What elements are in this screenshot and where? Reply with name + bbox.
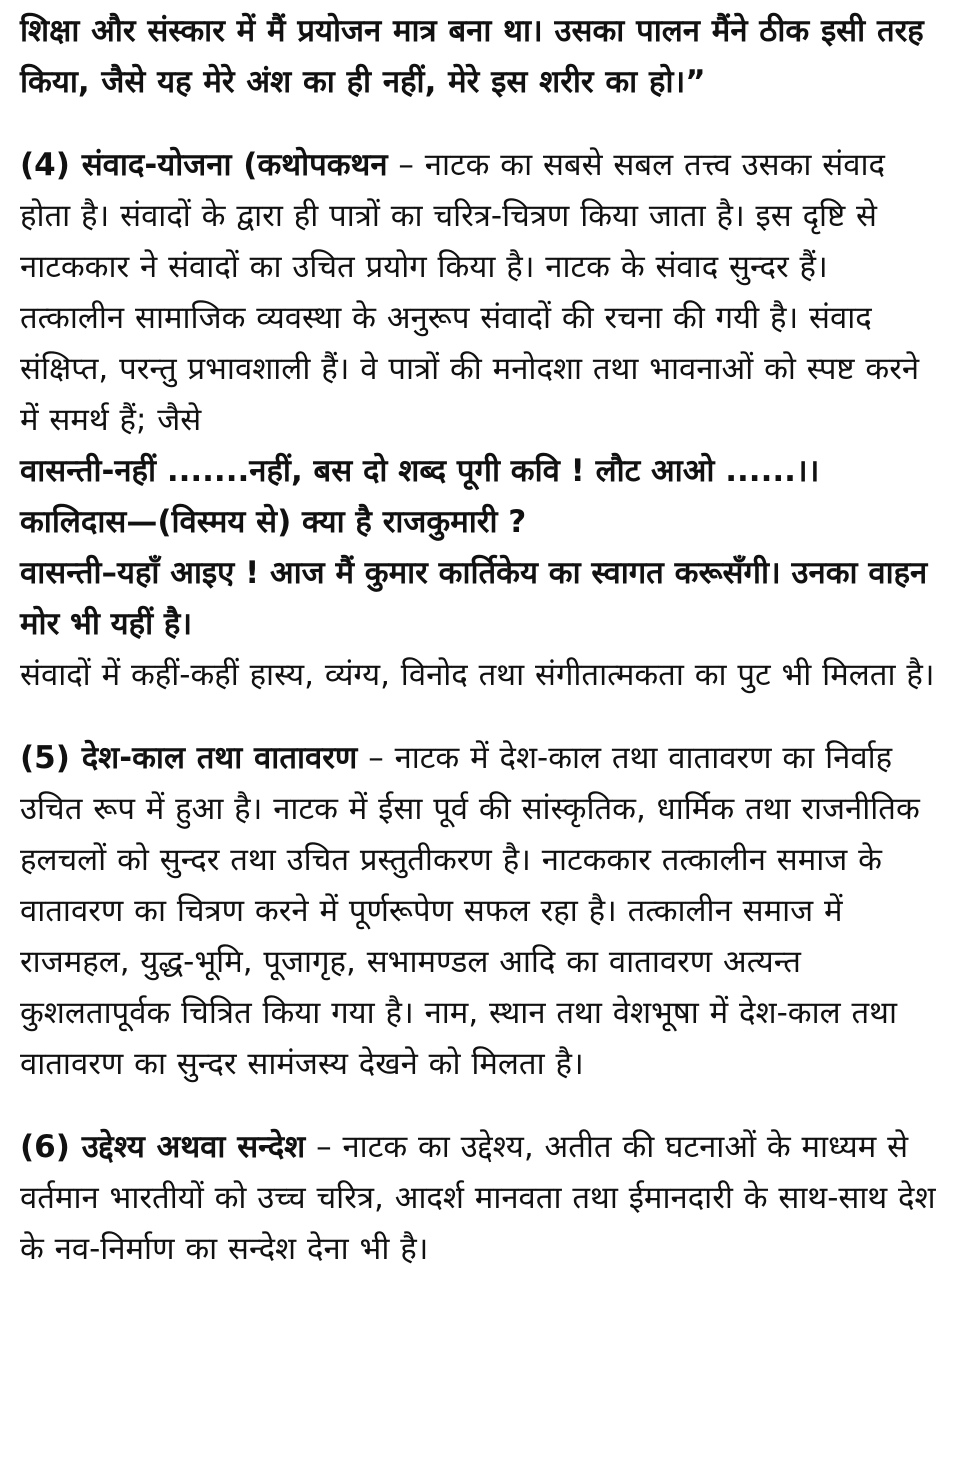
dialogue-vasanti-1 bbox=[20, 446, 937, 497]
intro-paragraph bbox=[20, 6, 937, 108]
dialogue-kalidas bbox=[20, 497, 937, 548]
section-4-closing-text: संवादों में कहीं-कहीं हास्य, व्यंग्य, विनोद तथा संगीतात्मकता का पुट भी मिलता है। bbox=[20, 657, 935, 693]
dialogue-vasanti-2 bbox=[20, 548, 937, 650]
section-4-body: – नाटक का सबसे सबल तत्त्व उसका संवाद होता है। संवादों के द्वारा ही पात्रों का चरित्र-चित्रण किया जाता है। इस दृष्टि से नाटककार ने संवादों का उचित प्रयोग किया है। नाटक के संवाद सुन्दर हैं। तत्कालीन सामाजिक व्यवस्था के अनुरूप संवादों की रचना की गयी है। संवाद संक्षिप्त, परन्तु प्रभावशाली हैं। वे पात्रों की मनोदशा तथा भावनाओं को स्पष्ट करने में समर्थ हैं; जैसे bbox=[20, 147, 920, 438]
paragraph-gap bbox=[20, 108, 937, 140]
section-5-heading: (5) देश-काल तथा वातावरण bbox=[20, 740, 358, 776]
dialogue-kalidas-text: कालिदास—(विस्मय से) क्या है राजकुमारी ? bbox=[20, 504, 527, 540]
dialogue-vasanti-1-text: वासन्ती-नहीं .......नहीं, बस दो शब्द पूगी कवि ! लौट आओ ......।। bbox=[20, 453, 820, 489]
section-6-body: – नाटक का उद्देश्य, अतीत की घटनाओं के माध्यम से वर्तमान भारतीयों को उच्च चरित्र, आदर्श मानवता तथा ईमानदारी के साथ-साथ देश के नव-निर्माण का सन्देश देना भी है। bbox=[20, 1129, 936, 1267]
section-6-heading: (6) उद्देश्य अथवा सन्देश bbox=[20, 1129, 306, 1165]
section-4-paragraph bbox=[20, 140, 937, 446]
section-5-paragraph bbox=[20, 733, 937, 1090]
section-5-body: – नाटक में देश-काल तथा वातावरण का निर्वाह उचित रूप में हुआ है। नाटक में ईसा पूर्व की सांस्कृतिक, धार्मिक तथा राजनीतिक हलचलों को सुन्दर तथा उचित प्रस्तुतीकरण है। नाटककार तत्कालीन समाज के वातावरण का चित्रण करने में पूर्णरूपेण सफल रहा है। तत्कालीन समाज में राजमहल, युद्ध-भूमि, पूजागृह, सभामण्डल आदि का वातावरण अत्यन्त कुशलतापूर्वक चित्रित किया गया है। नाम, स्थान तथा वेशभूषा में देश-काल तथा वातावरण का सुन्दर सामंजस्य देखने को मिलता है। bbox=[20, 740, 920, 1082]
paragraph-gap bbox=[20, 1090, 937, 1122]
section-4-closing bbox=[20, 650, 937, 701]
intro-text: शिक्षा और संस्कार में मैं प्रयोजन मात्र बना था। उसका पालन मैंने ठीक इसी तरह किया, जैसे यह मेरे अंश का ही नहीं, मेरे इस शरीर का हो।” bbox=[20, 13, 924, 100]
dialogue-vasanti-2-text: वासन्ती–यहाँ आइए ! आज मैं कुमार कार्तिकेय का स्वागत करूसँगी। उनका वाहन मोर भी यहीं है। bbox=[20, 555, 928, 642]
section-6-paragraph bbox=[20, 1122, 937, 1275]
paragraph-gap bbox=[20, 701, 937, 733]
section-4-heading: (4) संवाद-योजना (कथोपकथन bbox=[20, 147, 388, 183]
